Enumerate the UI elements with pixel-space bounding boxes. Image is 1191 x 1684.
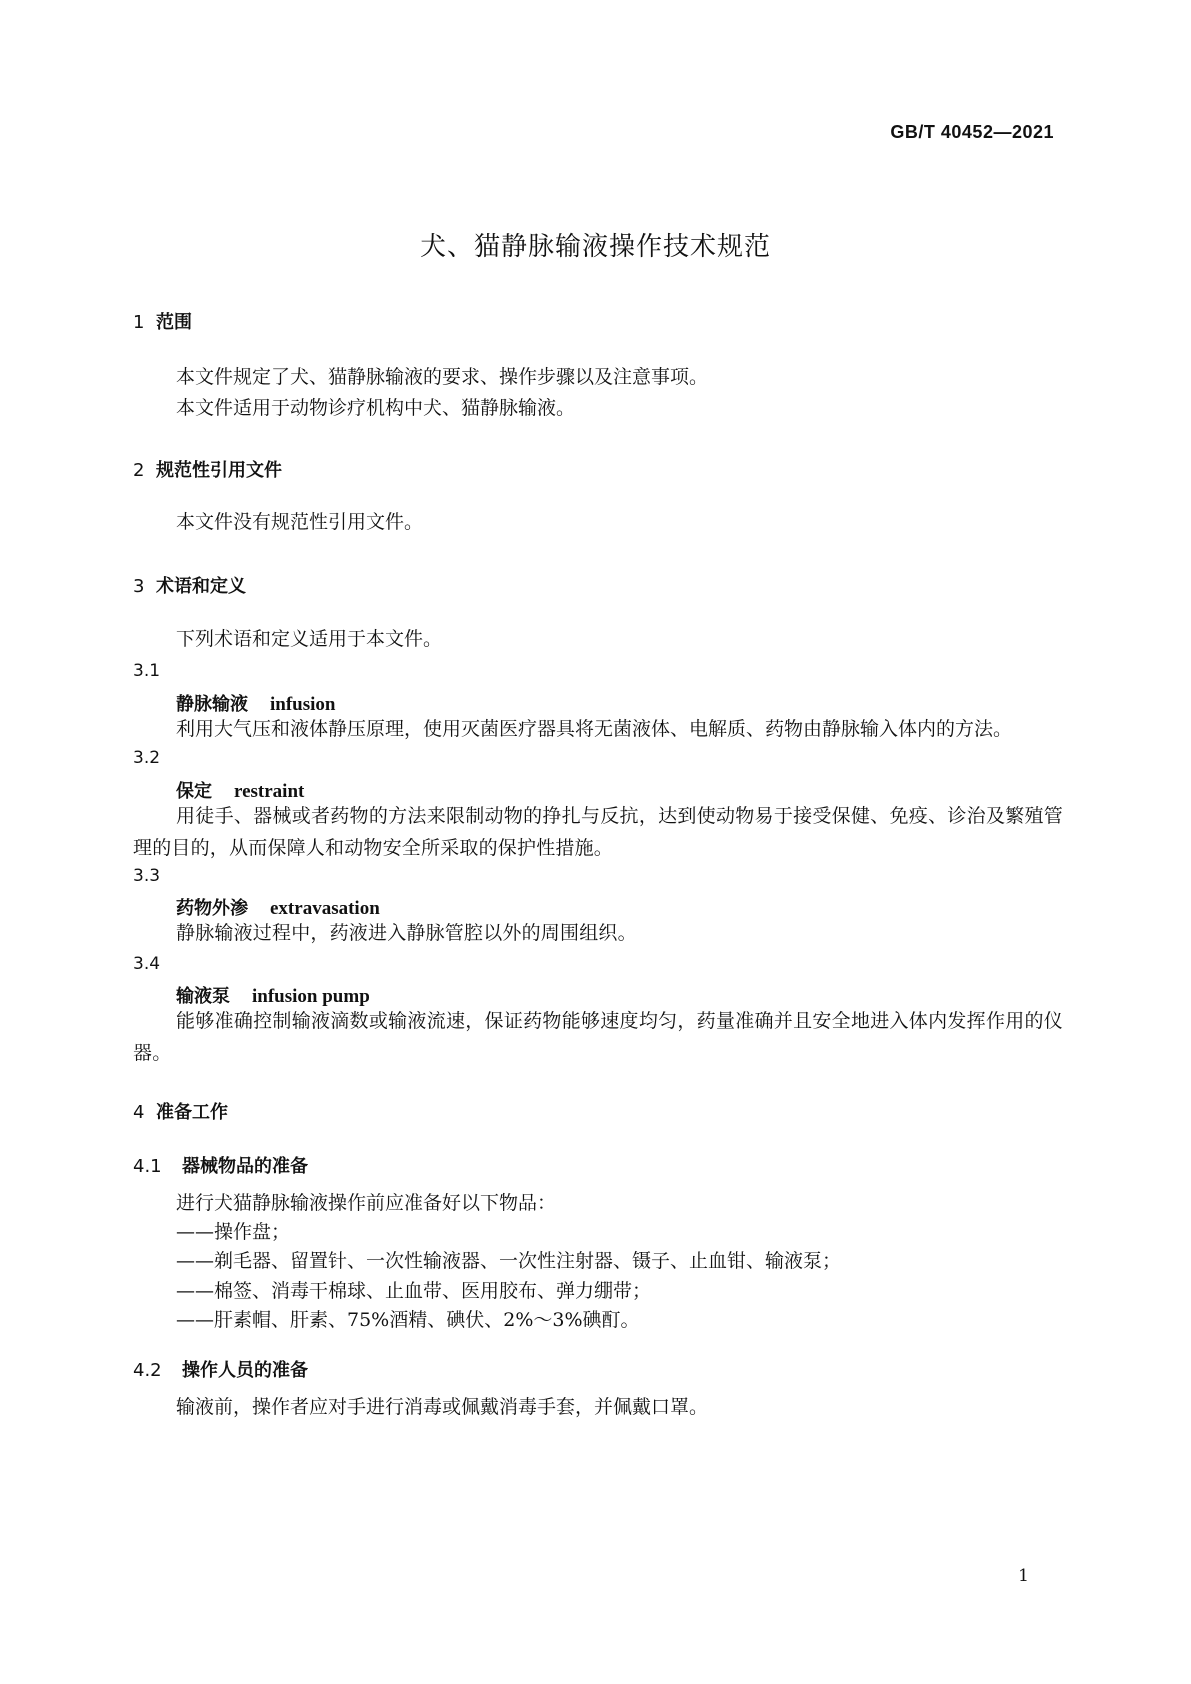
subsection-title: 器械物品的准备 — [182, 1156, 308, 1177]
list-item: ——剃毛器、留置针、一次性输液器、一次性注射器、镊子、止血钳、输液泵； — [176, 1250, 842, 1272]
paragraph: 进行犬猫静脉输液操作前应准备好以下物品： — [176, 1192, 557, 1214]
paragraph: 本文件适用于动物诊疗机构中犬、猫静脉输液。 — [176, 397, 576, 419]
section-number: 1 — [133, 312, 145, 333]
standard-code: GB/T 40452—2021 — [890, 122, 1054, 142]
subsection-number: 4.2 — [133, 1360, 162, 1381]
section-number: 3 — [133, 576, 145, 597]
section-number: 4 — [133, 1102, 145, 1123]
list-item: ——操作盘； — [176, 1221, 291, 1243]
term-en: infusion pump — [252, 986, 370, 1007]
term-zh: 输液泵 — [176, 986, 230, 1007]
term-zh: 保定 — [176, 781, 212, 802]
paragraph: 本文件规定了犬、猫静脉输液的要求、操作步骤以及注意事项。 — [176, 366, 709, 388]
document-title: 犬、猫静脉输液操作技术规范 — [419, 232, 771, 262]
section-title: 术语和定义 — [156, 576, 246, 597]
term-definition: 静脉输液过程中，药液进入静脉管腔以外的周围组织。 — [176, 922, 637, 944]
term-definition: 利用大气压和液体静压原理，使用灭菌医疗器具将无菌液体、电解质、药物由静脉输入体内的方法。 — [176, 718, 1013, 740]
term-en: infusion — [270, 694, 336, 715]
term-number: 3.3 — [133, 866, 161, 886]
term-number: 3.1 — [133, 661, 161, 681]
list-item: ——肝素帽、肝素、75%酒精、碘伏、2%～3%碘酊。 — [176, 1309, 640, 1331]
list-item: ——棉签、消毒干棉球、止血带、医用胶布、弹力绷带； — [176, 1280, 652, 1302]
term-en: restraint — [234, 781, 305, 802]
section-3-heading — [133, 572, 246, 598]
term-zh: 静脉输液 — [176, 694, 248, 715]
section-4-heading — [133, 1098, 228, 1124]
term-number: 3.2 — [133, 748, 161, 768]
term-definition: 能够准确控制输液滴数或输液流速，保证药物能够速度均匀，药量准确并且安全地进入体内发挥作用的仪器。 — [133, 1010, 1063, 1064]
subsection-4-2-heading — [133, 1356, 308, 1382]
section-2-heading — [133, 456, 282, 482]
paragraph: 本文件没有规范性引用文件。 — [176, 511, 424, 533]
paragraph: 下列术语和定义适用于本文件。 — [176, 628, 443, 650]
subsection-title: 操作人员的准备 — [182, 1360, 308, 1381]
paragraph: 输液前，操作者应对手进行消毒或佩戴消毒手套，并佩戴口罩。 — [176, 1396, 709, 1418]
term-number: 3.4 — [133, 954, 161, 974]
subsection-number: 4.1 — [133, 1156, 162, 1177]
subsection-4-1-heading — [133, 1152, 308, 1178]
page-number: 1 — [1018, 1566, 1029, 1586]
term-en: extravasation — [270, 898, 380, 919]
section-title: 范围 — [156, 312, 192, 333]
section-title: 规范性引用文件 — [156, 460, 282, 481]
section-1-heading — [133, 308, 192, 334]
term-zh: 药物外渗 — [176, 898, 248, 919]
term-definition: 用徒手、器械或者药物的方法来限制动物的挣扎与反抗，达到使动物易于接受保健、免疫、诊治及繁殖管理的目的，从而保障人和动物安全所采取的保护性措施。 — [133, 805, 1063, 859]
section-title: 准备工作 — [156, 1102, 228, 1123]
section-number: 2 — [133, 460, 145, 481]
